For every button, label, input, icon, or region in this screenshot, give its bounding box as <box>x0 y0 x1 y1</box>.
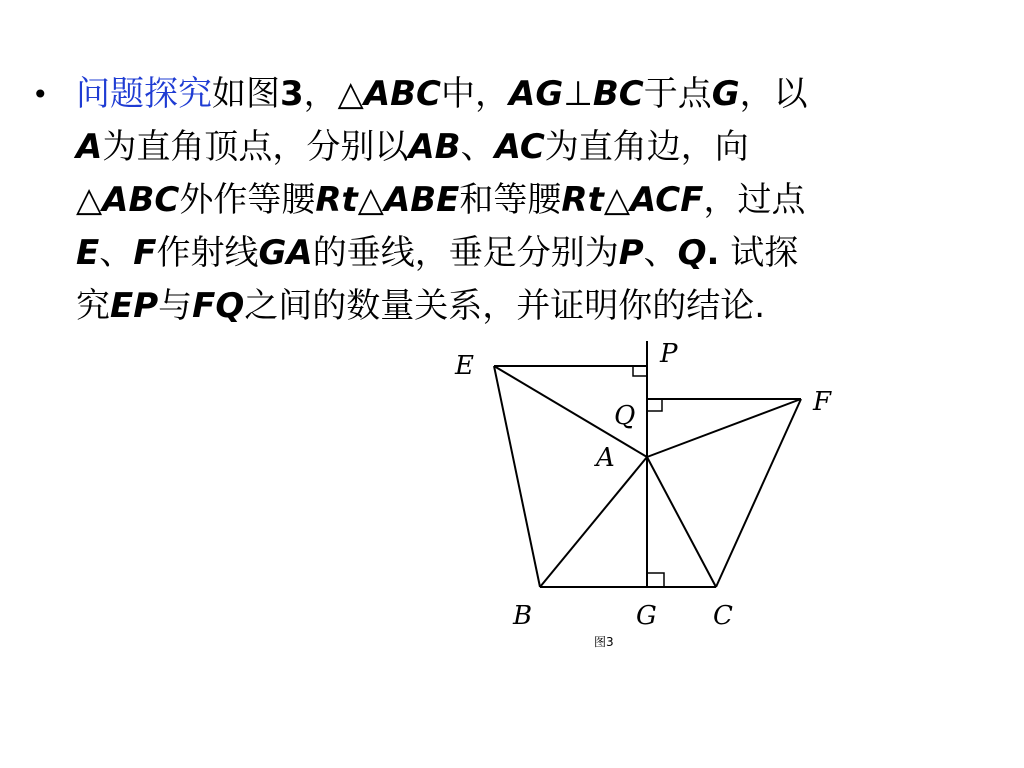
math-acf: ACF <box>630 180 704 220</box>
line-ac <box>647 457 716 587</box>
label-c: C <box>713 601 733 631</box>
text-segment: 的垂线，垂足分别为 <box>312 233 619 273</box>
math-f: F <box>133 233 157 273</box>
text-segment: 为直角边，向 <box>544 127 749 167</box>
math-g: G <box>711 74 740 114</box>
right-angle-p <box>633 366 647 376</box>
math-q: Q <box>677 233 707 273</box>
math-fq: FQ <box>192 286 245 326</box>
problem-title: 问题探究 <box>76 74 212 114</box>
bullet-point: • <box>32 78 49 111</box>
label-p: P <box>660 339 678 369</box>
triangle-symbol: △ <box>337 74 364 114</box>
math-ag: AG <box>509 74 564 114</box>
text-segment: 、 <box>460 127 495 167</box>
label-a: A <box>596 443 615 473</box>
triangle-symbol: △ <box>357 180 384 220</box>
geometry-figure <box>420 330 832 660</box>
label-e: E <box>455 351 474 381</box>
text-segment: 之间的数量关系，并证明你的结论 <box>244 286 755 326</box>
label-f: F <box>813 387 832 417</box>
figure-caption: 图3 <box>594 635 614 649</box>
math-rt: Rt <box>315 180 358 220</box>
math-ga: GA <box>258 233 313 273</box>
text-segment: ， <box>303 74 338 114</box>
text-segment: 与 <box>158 286 193 326</box>
math-ab: AB <box>408 127 461 167</box>
text-segment: 于点 <box>643 74 712 114</box>
text-segment: 中， <box>441 74 510 114</box>
math-a: A <box>76 127 103 167</box>
text-segment: 、 <box>643 233 678 273</box>
text-segment: 为直角顶点，分别以 <box>102 127 409 167</box>
label-b: B <box>513 601 533 631</box>
text-segment: 作射线 <box>156 233 259 273</box>
text-segment: . <box>706 233 720 273</box>
text-segment: 试探 <box>719 233 799 273</box>
text-segment: 、 <box>99 233 134 273</box>
problem-line-1 <box>76 68 992 121</box>
math-abc: ABC <box>363 74 442 114</box>
label-g: G <box>636 601 657 631</box>
figure-lines <box>494 341 801 587</box>
problem-line-5 <box>76 280 992 333</box>
text-segment: 外作等腰 <box>179 180 316 220</box>
problem-text <box>32 68 992 333</box>
text-segment: 究 <box>76 286 110 326</box>
text-segment: ，过点 <box>703 180 806 220</box>
figure-number: 3 <box>280 74 304 114</box>
math-abe: ABE <box>383 180 460 220</box>
triangle-symbol: △ <box>603 180 630 220</box>
math-bc: BC <box>592 74 644 114</box>
text-segment: . <box>754 286 766 326</box>
text-segment: 如图 <box>212 74 280 114</box>
problem-line-4 <box>76 227 992 280</box>
math-p: P <box>618 233 644 273</box>
text-segment: 和等腰 <box>459 180 562 220</box>
math-abc: ABC <box>102 180 180 220</box>
label-q: Q <box>614 401 636 431</box>
problem-line-3 <box>76 174 992 227</box>
problem-line-2 <box>76 121 992 174</box>
right-angle-q <box>647 399 662 411</box>
triangle-symbol: △ <box>76 180 103 220</box>
line-ab <box>540 457 647 587</box>
perpendicular-symbol: ⊥ <box>563 74 593 114</box>
text-segment: ，以 <box>739 74 808 114</box>
math-ep: EP <box>110 286 159 326</box>
math-ac: AC <box>494 127 545 167</box>
right-angle-g <box>647 573 664 587</box>
math-e: E <box>76 233 100 273</box>
math-rt: Rt <box>561 180 604 220</box>
line-eb <box>494 366 540 587</box>
